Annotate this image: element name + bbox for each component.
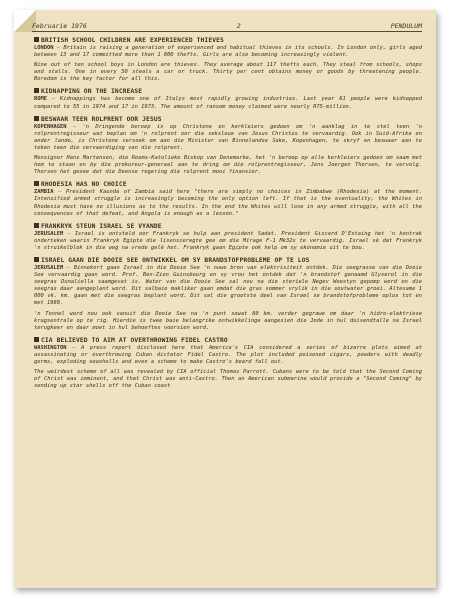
header-page-number: 2 [236, 22, 241, 30]
square-bullet-icon [34, 223, 39, 228]
article-paragraph: JERUSALEM — Binnekort gaan Israel in die Dooie See 'n nuwe bron van elektrisiteit ontdek. Die seegrasse van die Dooie See vervaardig gaan word. Prof. Ben-Zion Guinsbourg en sy vrou het ontdek dat 'n brandstof genaamd Glyserol in die seegras Dunaliella saamgevat is. Water van die Dooie See sal nou na die steriele Negev Woestyn gepomp word en die seegras daar aangeplant word. Dit salbaie makliker gaan omdat die gras sommer vrylik in die soutwater groei. Altesame 1 000 vk. km. gaan met die seegras beplant word. Dit sal die grootste deel van Israel se brandstofprobleme oplos tot en met 1980. [34, 264, 422, 307]
article [34, 223, 422, 252]
article-paragraph: KOPENHAGEN — 'n Dringende beroep is op Christene en kerkleiers gedoen om 'n aanklag in te stel teen 'n rolprentregisseur wat beplan om 'n rolprent oor die seksleue van Jesus Christus te vervaardig. Ook in Suid-Afrika en ander lande, is Christene versoek om aan die Minister van Binnelandse Sake, Kopenhagen, te skryf en beswaar aan te teken teen die vervaardiging van die rolprent. [34, 123, 422, 151]
square-bullet-icon [34, 257, 39, 262]
dateline: KOPENHAGEN [34, 123, 67, 130]
dateline: JERUSALEM [34, 230, 64, 237]
article [34, 116, 422, 177]
article-headline: FRANKRYK STEUN ISRAEL SE VYANDE [34, 223, 422, 231]
article-headline: ISRAEL GAAN DIE DOOIE SEE ONTWIKKEL OM SY BRANDSTOFPROBLEME OP TE LOS [34, 257, 422, 265]
article-paragraph: ROME — Kidnappings has become one of Italys most rapidly growing industries. Last year 61 people were kidnapped compared to 55 in 1974 and 17 in 1973. The amount of ransom money claimed were nearly R75-million. [34, 96, 422, 110]
dateline: LONDON [34, 45, 54, 51]
square-bullet-icon [34, 37, 39, 42]
article [34, 337, 422, 391]
article-paragraph: ZAMBIA — President Kaunda of Zambia said here "there are simply no choices in Zimbabwe (Rhodesia) at the moment. Intensified armed struggle is increasingly becoming the only option left. If that is the eventuality, the Whites in Rhodesia must have no illusions as to the results. In the end the Whites will lose in any armed struggle, with all the consequences of that defeat, and Angola is enough as a lesson." [34, 189, 422, 217]
article-paragraph: 'n Tonnel word nou ook vanuit die Dooie See na 'n punt sowat 80 km. verder gegrawe om daar 'n hidro-elektriese kragsentrale op te rig. Hierdie is twee baie belangrike ontwikkelinge aangesien die Jode in hul duisendtalle na Israel terugkeer en daar moet in hul behoeftes voorsien word. [34, 310, 422, 331]
square-bullet-icon [34, 181, 39, 186]
square-bullet-icon [34, 88, 39, 93]
article-paragraph: Monsignor Hans Martensen, die Rooms-Katolieke Biskop van Denemarke, het 'n beroep op alle kerkleiers gedoen om saam met hom te staan en by die prokureur-generaal aan te dring om die rolprentregisseur, Jens Joergen Thorsen, te vervolg. Thorsen het gesee dat die Deense regering die rolprent mooi finansier. [34, 155, 422, 176]
article-headline: KIDNAPPING ON THE INCREASE [34, 88, 422, 96]
dateline: ROME [34, 96, 47, 103]
article-paragraph: LONDON — Britain is raising a generation of experienced and habitual thieves in its schools. In London only, girls aged between 13 and 17 committed more than 1 800 thefts. Girls are also becoming increasingly violent. [34, 45, 422, 59]
article-paragraph: JERUSALEM — Israel is ontsteld oor Frankryk se hulp aan president Sadat. President Giscard D'Estaing het 'n kontrak onderteken waarin Frankryk Egipte die lisensieregte gee om die Mirage F-1 Mk32s te vervaardig. Israel sê dat Frankryk 'n struikelblok in die weg na vrede gelê het. Frankryk gaan Egipte ook help om sy ekonomie uit te bou. [34, 230, 422, 251]
header-date: Februarie 1976 [32, 22, 87, 30]
article-headline: BESWAAR TEEN ROLPRENT OOR JESUS [34, 116, 422, 124]
article [34, 257, 422, 332]
dateline: WASHINGTON [34, 344, 67, 351]
article-headline: CIA BELIEVED TO AIM AT OVERTHROWING FIDEL CASTRO [34, 337, 422, 345]
article-headline: RHODESIA HAS NO CHOICE [34, 181, 422, 189]
article [34, 88, 422, 110]
article-paragraph: The weirdest scheme of all was revealed by CIA official Thomas Parrott. Cubans were to be told that the Second Coming of Christ was imminent, and that Christ was anti-Castro. Then an American submarine would provide a "Second Coming" by sending up star shells off the Cuban coast [34, 369, 422, 390]
square-bullet-icon [34, 116, 39, 121]
page-header [32, 21, 422, 32]
newspaper-page [14, 10, 436, 588]
square-bullet-icon [34, 337, 39, 342]
header-publication: PENDULUM [390, 22, 422, 30]
article [34, 181, 422, 217]
article-paragraph: WASHINGTON — A press report disclosed here that America's CIA considered a series of bizarre plots aimed at assassinating or overthrowing Cuban dictator Fidel Castro. The plot included poisoned cigars, powders with deadly germs, exploding seashells and even a scheme to make Castro's beard fall out. [34, 344, 422, 365]
article-headline: BRITISH SCHOOL CHILDREN ARE EXPERIENCED THIEVES [34, 37, 422, 45]
dateline: ZAMBIA [34, 189, 54, 196]
dateline: JERUSALEM [34, 264, 64, 271]
article-paragraph: Nine out of ten school boys in London are thieves. They average about 117 thefts each. They steal from schools, shops and stalls. One in every 50 steals a car or truck. Thirty per cent obtains money or goods by threatening people. Boredom is the key factor for all this. [34, 62, 422, 83]
articles [34, 37, 422, 395]
article [34, 37, 422, 83]
